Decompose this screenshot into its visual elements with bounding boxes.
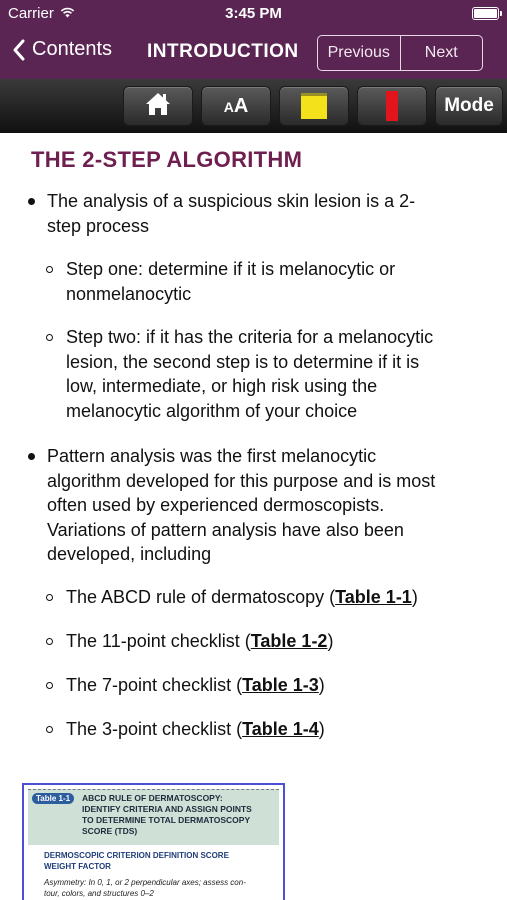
sub-bullet-circle [46, 266, 53, 273]
status-time: 3:45 PM [225, 5, 282, 22]
table-1-1-thumbnail[interactable] [22, 783, 285, 900]
highlighter-icon [301, 93, 327, 119]
section-title: INTRODUCTION [147, 41, 299, 62]
title-line: ABCD RULE OF DERMATOSCOPY: [82, 793, 223, 803]
sub-list-item [66, 585, 491, 610]
list-item [47, 444, 492, 567]
sub-list-item [66, 325, 491, 423]
item-text-suffix: ) [318, 719, 325, 739]
item-text-suffix: ) [327, 631, 334, 651]
font-size-icon [224, 95, 249, 118]
text-line: low, intermediate, or high risk using the [66, 376, 378, 396]
back-button-label: Contents [32, 38, 113, 60]
item-text-suffix: ) [318, 675, 325, 695]
table-1-2-link[interactable]: Table 1-2 [250, 631, 328, 651]
column-header-line: DERMOSCOPIC CRITERION DEFINITION SCORE [44, 851, 229, 860]
text-line: Step one: determine if it is melanocytic or [66, 259, 396, 279]
sub-list-item [66, 257, 491, 306]
previous-button[interactable]: Previous [327, 44, 390, 61]
text-line: Pattern analysis was the first melanocytic [47, 446, 377, 466]
reader-toolbar [0, 79, 507, 133]
section-heading: THE 2-STEP ALGORITHM [31, 147, 303, 172]
font-large-glyph: A [233, 94, 249, 117]
carrier-label: Carrier [8, 5, 54, 22]
sub-bullet-circle [46, 638, 53, 645]
table-title [82, 793, 277, 837]
text-line: melanocytic algorithm of your choice [66, 400, 358, 421]
home-button[interactable] [123, 86, 193, 126]
sub-list-item [66, 717, 491, 742]
back-to-contents-button[interactable] [12, 38, 112, 61]
table-1-1-link[interactable]: Table 1-1 [335, 587, 412, 607]
text-line: The analysis of a suspicious skin lesion is a 2- [47, 191, 416, 211]
chapter-content [0, 133, 507, 900]
navigation-bar [0, 28, 507, 79]
text-line: Step two: if it has the criteria for a melanocytic [66, 327, 434, 347]
row-line: Asymmetry: In 0, 1, or 2 perpendicular axes; assess con- [44, 878, 246, 887]
home-icon [145, 91, 171, 122]
title-line: SCORE (TDS) [82, 826, 138, 836]
sub-list-item [66, 629, 491, 654]
highlighter-button[interactable] [279, 86, 349, 126]
font-size-button[interactable] [201, 86, 271, 126]
table-tag-badge: Table 1-1 [32, 793, 74, 804]
table-1-4-link[interactable]: Table 1-4 [242, 719, 319, 739]
next-button[interactable]: Next [400, 36, 483, 70]
item-text-suffix: ) [411, 587, 418, 607]
thumbnail-body [28, 789, 279, 900]
table-1-3-link[interactable]: Table 1-3 [242, 675, 319, 695]
item-text: The ABCD rule of dermatoscopy ( [66, 587, 336, 607]
sub-bullet-circle [46, 594, 53, 601]
page-navigation [317, 35, 483, 71]
item-text: The 7-point checklist ( [66, 675, 243, 695]
text-line: Variations of pattern analysis have also been [47, 519, 404, 540]
text-line: lesion, the second step is to determine if it is [66, 351, 420, 372]
text-line: nonmelanocytic [66, 283, 192, 304]
sub-bullet-circle [46, 682, 53, 689]
battery-icon [472, 7, 499, 20]
title-line: TO DETERMINE TOTAL DERMATOSCOPY [82, 815, 251, 825]
list-item [47, 189, 487, 238]
item-text: The 3-point checklist ( [66, 719, 243, 739]
row-line: tour, colors, and structures 0–2 [44, 888, 154, 898]
text-line: algorithm developed for this purpose and is most [47, 470, 436, 491]
mode-button[interactable]: Mode [435, 86, 503, 126]
font-small-glyph: A [223, 98, 234, 115]
column-header-line: WEIGHT FACTOR [44, 862, 111, 871]
item-text: The 11-point checklist ( [66, 631, 251, 651]
text-line: step process [47, 215, 150, 236]
bullet-dot [28, 198, 35, 205]
table-row [44, 878, 264, 899]
status-bar [0, 0, 507, 28]
sub-list-item [66, 673, 491, 698]
title-line: IDENTIFY CRITERIA AND ASSIGN POINTS [82, 804, 252, 814]
chevron-left-icon [12, 39, 26, 61]
text-line: often used by experienced dermoscopists. [47, 495, 385, 515]
bookmark-button[interactable] [357, 86, 427, 126]
bookmark-icon [386, 91, 398, 121]
bullet-dot [28, 453, 35, 460]
top-bar [0, 0, 507, 79]
text-line: developed, including [47, 544, 212, 564]
sub-bullet-circle [46, 726, 53, 733]
sub-bullet-circle [46, 334, 53, 341]
table-column-headers [44, 850, 264, 872]
